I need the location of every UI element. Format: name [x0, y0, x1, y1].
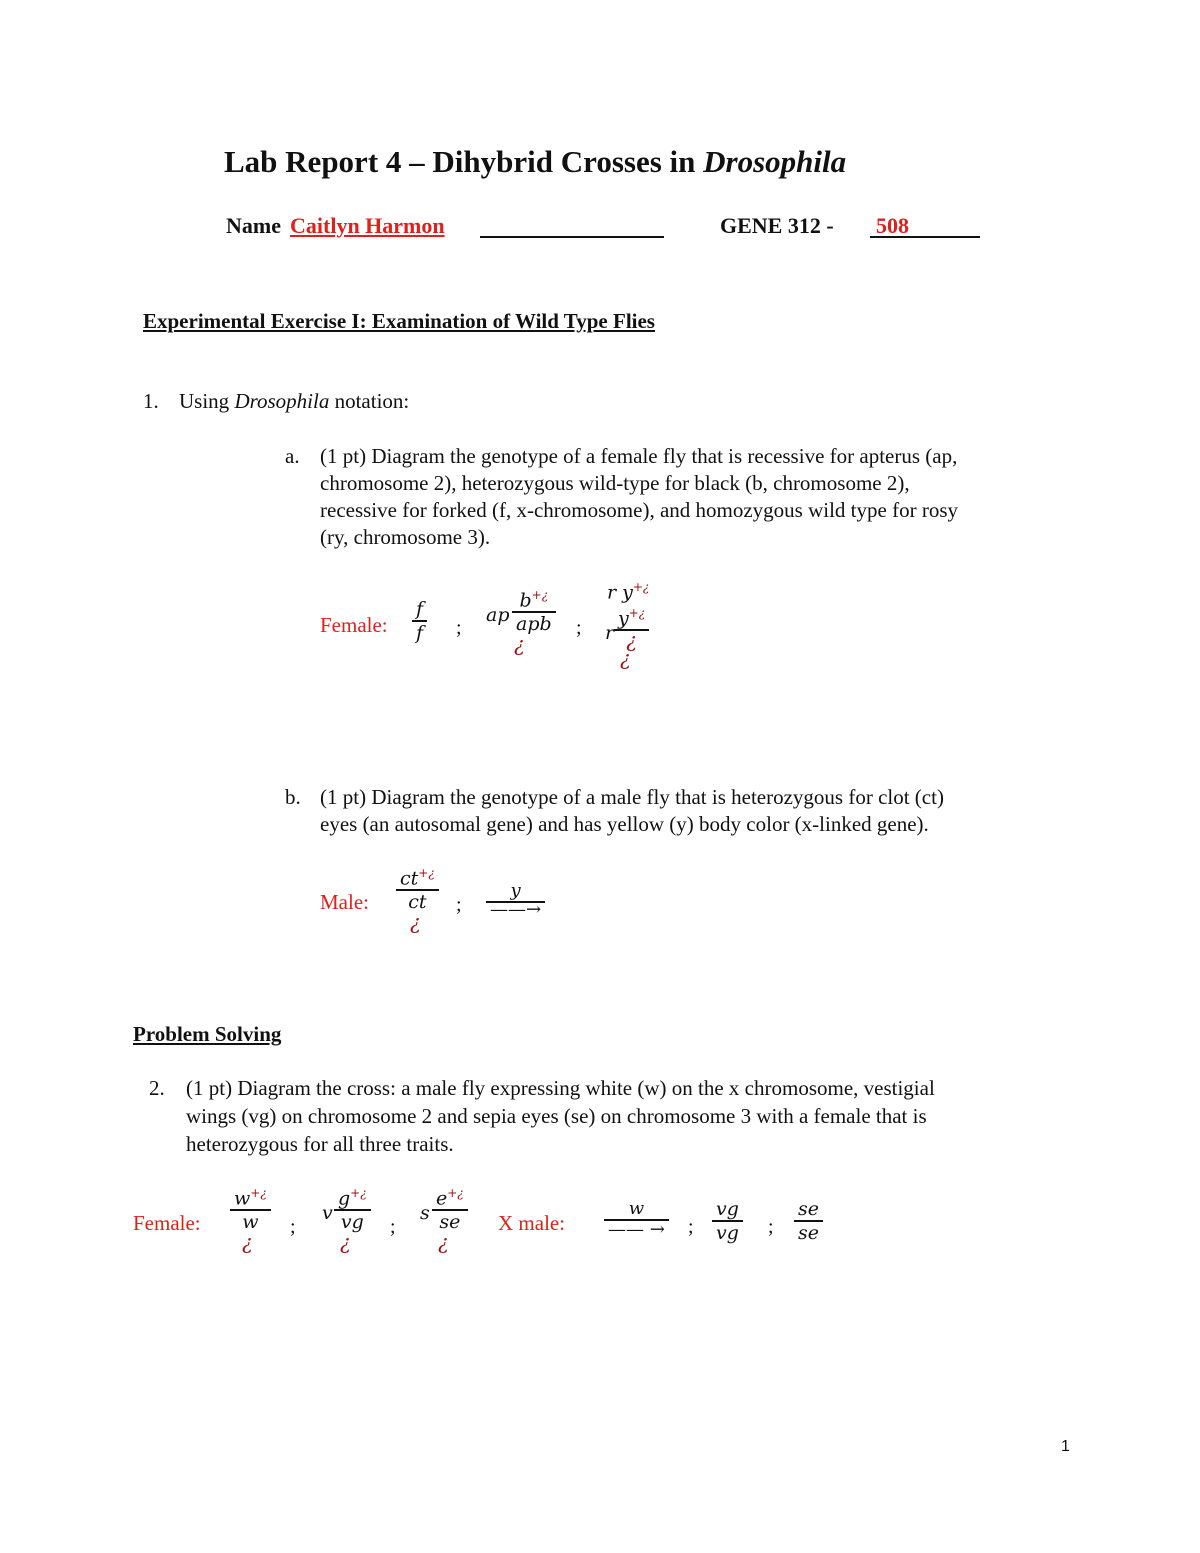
course-label: GENE 312 -	[720, 213, 834, 238]
page-number: 1	[1061, 1438, 1070, 1455]
q1-number: 1.	[143, 389, 159, 413]
se-genotype: e+¿ se ¿	[432, 1186, 468, 1251]
q2-number: 2.	[149, 1076, 165, 1100]
male-vg-genotype: vg vg	[712, 1198, 743, 1244]
q1-text: Using Drosophila notation:	[179, 389, 410, 413]
ry-prefix: r	[605, 622, 615, 644]
name-value: Caitlyn Harmon	[290, 213, 445, 238]
b-genotype: b+¿ apb ¿	[512, 588, 556, 653]
q1a-line-4: (ry, chromosome 3).	[320, 525, 491, 549]
q1a-line-3: recessive for forked (f, x-chromosome), and homozygous wild type for rosy	[320, 498, 958, 522]
q1b-line-2: eyes (an autosomal gene) and has yellow (y) body color (x-linked gene).	[320, 812, 929, 836]
name-label: Name	[226, 213, 281, 238]
page-title: Lab Report 4 – Dihybrid Crosses in Drosophila	[224, 144, 847, 179]
separator: ;	[768, 1216, 774, 1238]
section-heading-exercise: Experimental Exercise I: Examination of Wild Type Flies	[143, 309, 655, 333]
f-genotype: f f	[412, 598, 427, 644]
separator: ;	[688, 1216, 694, 1238]
vg-genotype: g+¿ vg ¿	[334, 1186, 371, 1251]
male-w-genotype: w —— →	[604, 1198, 669, 1239]
w-genotype: w+¿ w ¿	[230, 1186, 271, 1251]
q2-line-3: heterozygous for all three traits.	[186, 1132, 454, 1156]
q2-line-2: wings (vg) on chromosome 2 and sepia eyes (se) on chromosome 3 with a female that is	[186, 1104, 927, 1128]
x-male-label: X male:	[498, 1211, 566, 1235]
q1a-line-2: chromosome 2), heterozygous wild-type for black (b, chromosome 2),	[320, 471, 910, 495]
q1a-line-1: (1 pt) Diagram the genotype of a female fly that is recessive for apterus (ap,	[320, 444, 958, 468]
female-label-q2: Female:	[133, 1211, 201, 1235]
female-label-a: Female:	[320, 613, 388, 637]
male-se-genotype: se se	[794, 1198, 823, 1244]
v-prefix: v	[322, 1202, 333, 1224]
separator: ;	[576, 617, 582, 639]
separator: ;	[456, 617, 462, 639]
separator: ;	[456, 894, 462, 916]
q2-line-1: (1 pt) Diagram the cross: a male fly expressing white (w) on the x chromosome, vestigial	[186, 1076, 935, 1100]
ry-top: r y+¿	[607, 580, 650, 604]
separator: ;	[390, 1216, 396, 1238]
section-value: 508	[876, 213, 909, 238]
ry-genotype: y+¿ ¿ ¿	[614, 606, 649, 667]
s-prefix: s	[420, 1202, 430, 1224]
name-underline	[480, 236, 664, 238]
ct-genotype: ct+¿ ct ¿	[396, 866, 439, 931]
y-genotype: y ——→	[486, 880, 545, 917]
q1a-label: a.	[285, 444, 300, 468]
q1b-label: b.	[285, 785, 301, 809]
male-label-b: Male:	[320, 890, 369, 914]
ap-prefix: ap	[486, 604, 510, 626]
section-heading-problem-solving: Problem Solving	[133, 1022, 282, 1046]
q1b-line-1: (1 pt) Diagram the genotype of a male fly that is heterozygous for clot (ct)	[320, 785, 944, 809]
separator: ;	[290, 1216, 296, 1238]
